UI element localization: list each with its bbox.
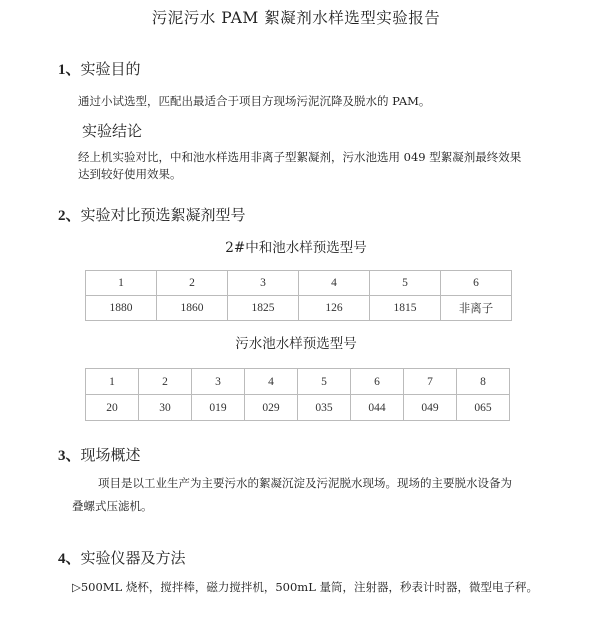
purpose-text: 通过小试选型，匹配出最适合于项目方现场污泥沉降及脱水的 PAM。 [78, 94, 431, 108]
section-1-title: 实验目的 [80, 60, 141, 78]
table-1-header-cell: 6 [441, 271, 512, 296]
table-2-header-cell: 7 [404, 369, 457, 395]
table-1-header-cell: 1 [86, 271, 157, 296]
equipment-list: ▷500ML 烧杯，搅拌棒，磁力搅拌机，500mL 量筒，注射器，秒表计时器，微型电子秤。 [72, 580, 539, 594]
section-2-heading [58, 204, 246, 225]
table-2-value-cell: 035 [298, 395, 351, 421]
section-4-title: 实验仪器及方法 [80, 549, 186, 567]
table-2-header-cell: 6 [351, 369, 404, 395]
report-title: 污泥污水 PAM 絮凝剂水样选型实验报告 [151, 9, 441, 27]
table-2-sewage-pool [85, 368, 510, 421]
table-1-header-cell: 4 [299, 271, 370, 296]
table-1-value-cell: 126 [299, 296, 370, 321]
table-2-value-cell: 049 [404, 395, 457, 421]
table-2-header-row [86, 369, 510, 395]
section-1-number: 1、 [58, 62, 81, 78]
table-1-neutralization-pool [85, 270, 512, 321]
table-2-header-cell: 1 [86, 369, 139, 395]
section-2-number: 2、 [58, 208, 81, 224]
conclusion-line-1: 经上机实验对比，中和池水样选用非离子型絮凝剂，污水池选用 049 型絮凝剂最终效果 [78, 150, 522, 164]
table-1-value-cell: 1815 [370, 296, 441, 321]
table-2-caption: 污水池水样预选型号 [235, 336, 357, 352]
table-2-value-cell: 065 [457, 395, 510, 421]
table-2-header-cell: 3 [192, 369, 245, 395]
table-2-value-cell: 30 [139, 395, 192, 421]
section-4-heading [58, 547, 186, 568]
conclusion-line-2: 达到较好使用效果。 [78, 167, 182, 181]
section-3-heading [58, 444, 141, 465]
conclusion-heading: 实验结论 [82, 122, 143, 140]
table-1-value-cell: 1825 [228, 296, 299, 321]
table-2-value-row [86, 395, 510, 421]
table-1-header-cell: 2 [157, 271, 228, 296]
table-2-value-cell: 044 [351, 395, 404, 421]
table-1-header-cell: 5 [370, 271, 441, 296]
table-1-header-row [86, 271, 512, 296]
section-1-heading [58, 58, 141, 79]
section-3-number: 3、 [58, 448, 81, 464]
section-4-number: 4、 [58, 551, 81, 567]
table-1-caption: 2#中和池水样预选型号 [225, 240, 367, 256]
table-2-value-cell: 20 [86, 395, 139, 421]
table-2-value-cell: 019 [192, 395, 245, 421]
table-1-value-cell: 1860 [157, 296, 228, 321]
table-2-header-cell: 8 [457, 369, 510, 395]
overview-line-1: 项目是以工业生产为主要污水的絮凝沉淀及污泥脱水现场。现场的主要脱水设备为 [98, 476, 512, 490]
table-1-header-cell: 3 [228, 271, 299, 296]
section-3-title: 现场概述 [80, 446, 141, 464]
table-2-header-cell: 2 [139, 369, 192, 395]
table-1-value-cell: 非离子 [441, 296, 512, 321]
table-2-value-cell: 029 [245, 395, 298, 421]
section-2-title: 实验对比预选絮凝剂型号 [80, 206, 246, 224]
table-1-value-row [86, 296, 512, 321]
table-2-header-cell: 4 [245, 369, 298, 395]
table-2-header-cell: 5 [298, 369, 351, 395]
table-1-value-cell: 1880 [86, 296, 157, 321]
overview-line-2: 叠螺式压滤机。 [72, 499, 153, 513]
